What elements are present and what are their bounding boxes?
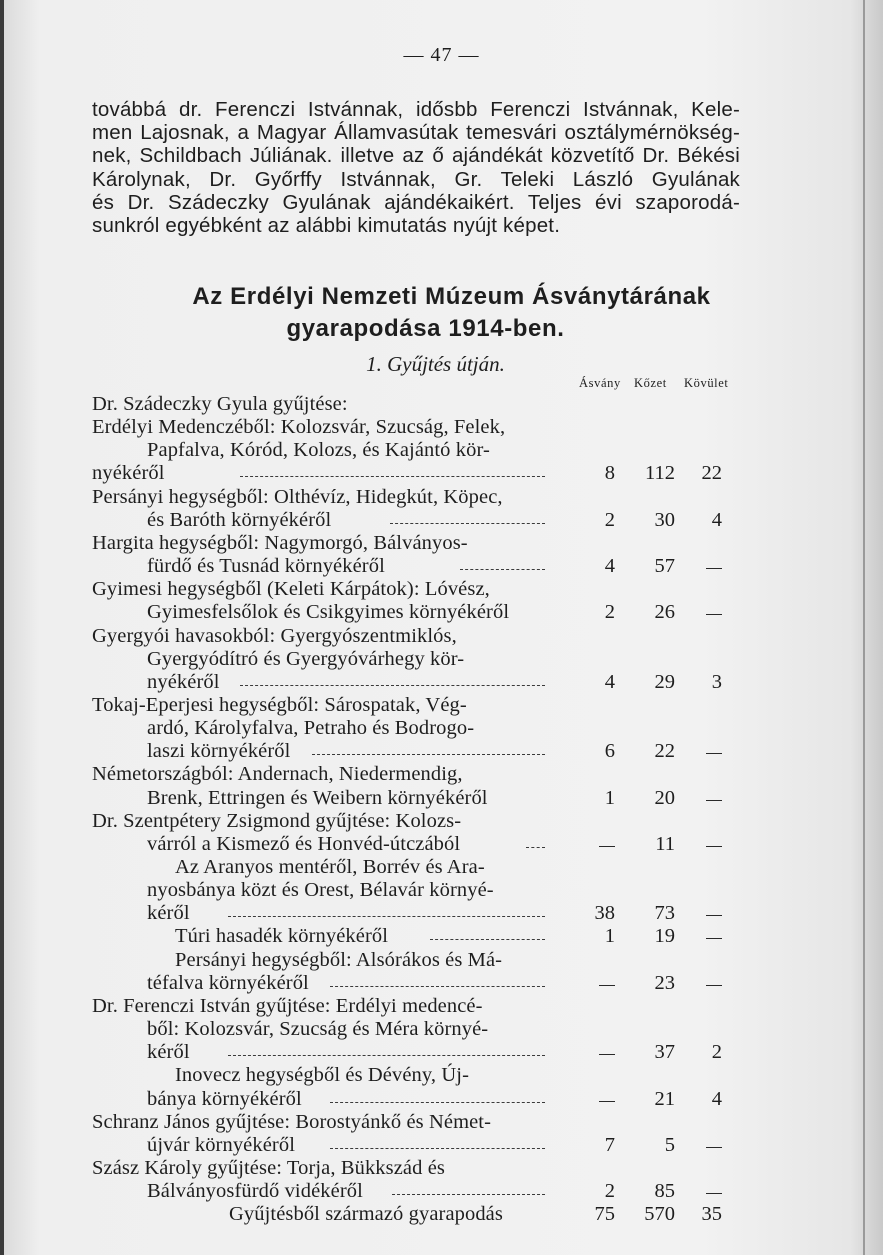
- table-cell-asvany-empty: [599, 1054, 615, 1055]
- table-cell-kozet: 30: [654, 508, 675, 531]
- table-cell-kozet: 23: [654, 971, 675, 994]
- table-line-text: Bálványosfürdő vidékéről: [147, 1180, 363, 1203]
- table-line-text: Gyűjtésből származó gyarapodás: [229, 1203, 503, 1226]
- table-cell-kovulet-empty: [706, 915, 722, 916]
- table-cell-kozet: 19: [654, 925, 675, 948]
- table-cell-asvany: 2: [604, 1180, 615, 1203]
- table-cell-kovulet: 3: [711, 670, 722, 693]
- dot-leader: [330, 1102, 545, 1103]
- table-line-text: Gyergyói havasokból: Gyergyószentmiklós,: [92, 624, 457, 647]
- table-cell-kozet: 20: [654, 786, 675, 809]
- table-line-text: és Baróth környékéről: [147, 508, 332, 531]
- table-cell-asvany-empty: [599, 1101, 615, 1102]
- table-cell-kovulet: 35: [701, 1203, 722, 1226]
- section-heading-line1: Az Erdélyi Nemzeti Múzeum Ásványtárának: [192, 283, 711, 310]
- table-line-text: Hargita hegységből: Nagymorgó, Bálványos-: [92, 531, 468, 554]
- table-cell-kozet: 29: [654, 670, 675, 693]
- table-cell-asvany: 2: [604, 601, 615, 624]
- table-line-text: bánya környékéről: [147, 1087, 302, 1110]
- dot-leader: [312, 754, 545, 755]
- table-line-text: Az Aranyos mentéről, Borrév és Ara-: [175, 856, 485, 878]
- dot-leader: [460, 569, 545, 570]
- table-line-text: Schranz János gyűjtése: Borostyánkő és Német-: [92, 1110, 492, 1133]
- table-cell-kovulet-empty: [706, 800, 722, 801]
- table-line-text: ből: Kolozsvár, Szucság és Méra környé-: [147, 1018, 489, 1041]
- table-cell-kovulet: 4: [711, 508, 722, 531]
- table-line-text: Gyimesfelsőlok és Csikgyimes környékéről: [147, 601, 510, 624]
- table-cell-kovulet: 2: [711, 1041, 722, 1064]
- table-line-text: kéről: [147, 1041, 190, 1064]
- table-cell-kovulet-empty: [706, 938, 722, 939]
- dot-leader: [228, 1055, 545, 1056]
- table-cell-kovulet-empty: [706, 1193, 722, 1194]
- scan-edge-left: [0, 0, 4, 1255]
- dot-leader: [526, 847, 545, 848]
- intro-line: továbbá dr. Ferenczi Istvánnak, idősbb Ferenczi Istvánnak, Kele-: [92, 98, 740, 121]
- table-line-text: Persányi hegységből: Olthévíz, Hidegkút, Köpec,: [92, 485, 503, 508]
- table-cell-kovulet-empty: [706, 1147, 722, 1148]
- table-line-text: Gyergyódítró és Gyergyóvárhegy kör-: [147, 647, 465, 670]
- table-line-text: Dr. Szádeczky Gyula gyűjtése:: [92, 393, 348, 415]
- table-line-text: Gyimesi hegységből (Keleti Kárpátok): Lóvész,: [92, 578, 490, 601]
- table-line-text: téfalva környékéről: [147, 971, 309, 994]
- dot-leader: [392, 1194, 545, 1195]
- table-line-text: fürdő és Tusnád környékéről: [147, 555, 385, 578]
- scan-edge-right: [863, 0, 865, 1255]
- subheading: 1. Gyűjtés útján.: [366, 352, 505, 376]
- table-cell-kozet: 11: [655, 832, 675, 855]
- table-cell-asvany: 1: [604, 786, 615, 809]
- intro-line: sunkról egyébként az alábbi kimutatás nyújt képet.: [92, 214, 561, 238]
- table-cell-kozet: 21: [654, 1087, 675, 1110]
- table-line-text: Papfalva, Kóród, Kolozs, és Kajántó kör-: [147, 439, 490, 462]
- dot-leader: [330, 986, 545, 987]
- table-cell-kozet: 57: [654, 555, 675, 578]
- table-cell-kovulet-empty: [706, 753, 722, 754]
- table-line-text: Dr. Ferenczi István gyűjtése: Erdélyi medencé-: [92, 994, 483, 1017]
- column-header-kovulet: Kövület: [684, 376, 729, 390]
- table-line-text: nyékéről: [92, 462, 165, 485]
- table-line-text: Németországból: Andernach, Niedermendig,: [92, 763, 463, 786]
- table-line-text: újvár környékéről: [147, 1133, 295, 1156]
- dot-leader: [390, 523, 545, 524]
- table-cell-asvany: 4: [604, 555, 615, 578]
- table-cell-kovulet-empty: [706, 846, 722, 847]
- table-line-text: Tokaj-Eperjesi hegységből: Sárospatak, Vég-: [92, 693, 467, 716]
- table-cell-kozet: 85: [654, 1180, 675, 1203]
- table-cell-asvany-empty: [599, 846, 615, 847]
- table-line-text: nyosbánya közt és Orest, Bélavár környé-: [147, 879, 494, 902]
- table-cell-asvany: 75: [594, 1203, 615, 1226]
- table-cell-kovulet-empty: [706, 985, 722, 986]
- table-cell-kozet: 37: [654, 1041, 675, 1064]
- table-cell-kovulet-empty: [706, 614, 722, 615]
- table-line-text: laszi környékéről: [147, 740, 291, 763]
- table-line-text: várról a Kismező és Honvéd-útczából: [147, 832, 461, 855]
- table-cell-asvany: 7: [604, 1133, 615, 1156]
- table-line-text: Inovecz hegységből és Dévény, Új-: [175, 1064, 469, 1087]
- table-cell-kozet: 26: [654, 601, 675, 624]
- table-cell-kovulet: 4: [711, 1087, 722, 1110]
- page-number: — 47 —: [403, 44, 480, 66]
- table-cell-kovulet-empty: [706, 568, 722, 569]
- table-line-text: Dr. Szentpétery Zsigmond gyűjtése: Kolozs-: [92, 809, 462, 832]
- dot-leader: [330, 1148, 545, 1149]
- table-cell-asvany: 4: [604, 670, 615, 693]
- intro-line: Károlynak, Dr. Győrffy Istvánnak, Gr. Teleki László Gyulának: [92, 167, 740, 191]
- intro-line: nek, Schildbach Júliának. illetve az ő ajándékát közvetítő Dr. Békési: [92, 144, 740, 168]
- intro-line: men Lajosnak, a Magyar Államvasútak temesvári osztálymérnökség-: [92, 121, 740, 145]
- table-cell-kozet: 5: [664, 1133, 675, 1156]
- table-line-text: Brenk, Ettringen és Weibern környékéről: [147, 786, 488, 809]
- table-cell-asvany-empty: [599, 985, 615, 986]
- table-cell-kozet: 73: [654, 902, 675, 925]
- dot-leader: [430, 939, 545, 940]
- dot-leader: [228, 916, 545, 917]
- table-line-text: Erdélyi Medenczéből: Kolozsvár, Szucság, Felek,: [92, 416, 506, 439]
- table-line-text: nyékéről: [147, 670, 220, 693]
- table-cell-kozet: 570: [644, 1203, 675, 1226]
- table-line-text: ardó, Károlyfalva, Petraho és Bodrogo-: [147, 717, 475, 740]
- intro-line: és Dr. Szádeczky Gyulának ajándékaikért. Teljes évi szaporodá-: [92, 190, 740, 214]
- column-header-asvany: Ásvány: [579, 376, 621, 390]
- table-line-text: kéről: [147, 902, 190, 925]
- table-cell-asvany: 1: [604, 925, 615, 948]
- column-header-kozet: Kőzet: [634, 376, 667, 390]
- dot-leader: [240, 476, 545, 477]
- table-cell-kozet: 22: [654, 740, 675, 763]
- table-cell-kozet: 112: [645, 462, 675, 485]
- table-line-text: Persányi hegységből: Alsórákos és Má-: [175, 948, 503, 971]
- table-cell-asvany: 2: [604, 508, 615, 531]
- section-heading-line2: gyarapodása 1914-ben.: [286, 315, 565, 342]
- table-line-text: Túri hasadék környékéről: [175, 925, 389, 948]
- dot-leader: [240, 685, 545, 686]
- table-cell-asvany: 6: [604, 740, 615, 763]
- table-cell-kovulet: 22: [701, 462, 722, 485]
- intro-paragraph: [92, 98, 740, 237]
- table-line-text: Szász Károly gyűjtése: Torja, Bükkszád és: [92, 1156, 445, 1179]
- table-cell-asvany: 38: [594, 902, 615, 925]
- table-cell-asvany: 8: [604, 462, 615, 485]
